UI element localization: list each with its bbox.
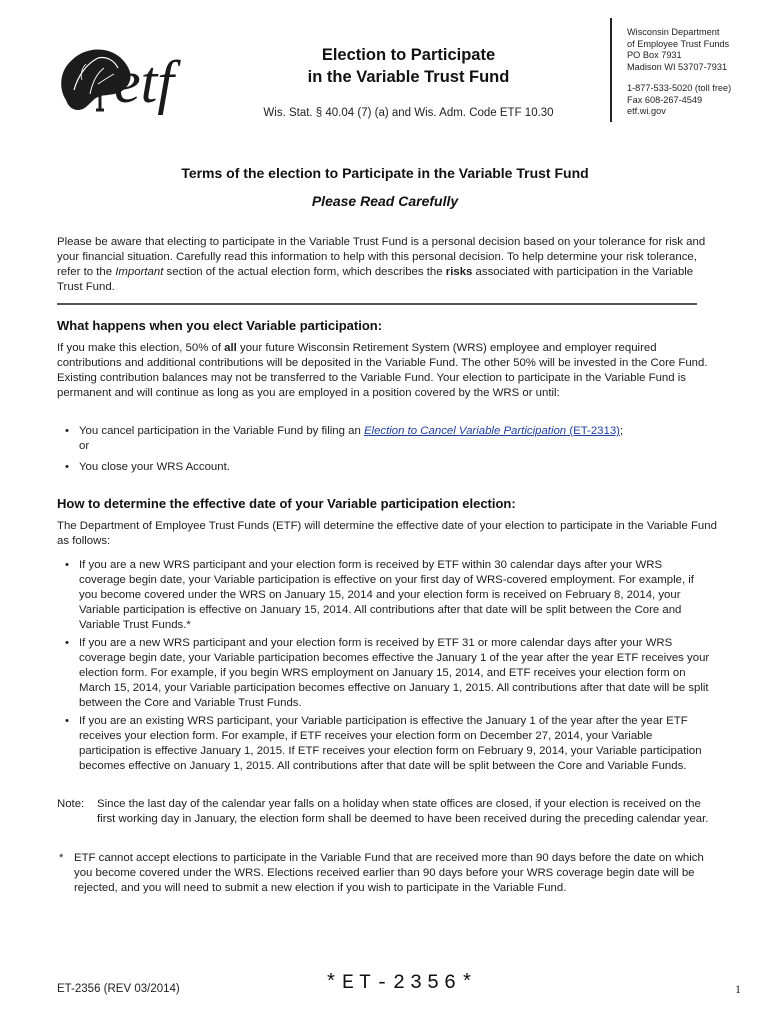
- title-block: [236, 44, 581, 119]
- list-item: [57, 424, 712, 454]
- address-line-1: Wisconsin Department: [627, 27, 720, 37]
- list-item: [57, 460, 712, 475]
- bullet-1-semicolon: ;: [619, 425, 624, 437]
- footnote-asterisk: *: [59, 852, 64, 864]
- address-line-3: PO Box 7931: [627, 50, 682, 60]
- bullet-1-or: or: [79, 440, 90, 452]
- intro-text-3: associated with participation in the Variable Trust Fund.: [57, 266, 694, 293]
- footnote-text: ETF cannot accept elections to participate in the Variable Fund that are received more than 90 days before the date on which you become covered under the WRS. Elections received earlier than 90 days before your WRS coverage begin date will be rejected, and you will need to submit a new election if you wish to participate in the Variable Fund.: [74, 852, 704, 894]
- list-item: [57, 636, 712, 711]
- cancel-election-link[interactable]: Election to Cancel Variable Participation: [363, 425, 567, 437]
- address-web: etf.wi.gov: [627, 106, 666, 116]
- address-line-2: of Employee Trust Funds: [627, 38, 730, 49]
- intro-important: Important: [115, 266, 164, 278]
- title-line-1: Election to Participate: [321, 46, 496, 64]
- statute-reference: Wis. Stat. § 40.04 (7) (a) and Wis. Adm. Code ETF 10.30: [263, 107, 554, 119]
- section-2-heading: How to determine the effective date of your Variable participation election:: [57, 496, 516, 511]
- section-1-paragraph: [57, 341, 719, 401]
- bullet-glyph: •: [65, 637, 69, 649]
- bullet-1-text: You cancel participation in the Variable Fund by filing an: [79, 425, 364, 437]
- bullet-glyph: •: [65, 559, 69, 571]
- intro-text-2: section of the actual election form, which describes the: [163, 266, 446, 278]
- etf-logo: [56, 40, 201, 125]
- page-number: 1: [735, 982, 741, 996]
- address-fax: Fax 608-267-4549: [627, 94, 703, 105]
- intro-paragraph: [57, 235, 719, 295]
- section-2-paragraph: The Department of Employee Trust Funds (ETF) will determine the effective date of your election to participate in the Variable Fund as follows:: [57, 520, 717, 547]
- effective-date-rule-2: If you are a new WRS participant and your election form is received by ETF 31 or more calendar days after your WRS coverage begin date, your Variable participation becomes effective the January 1 of the year after the year ETF receives your election form. For example, if you begin WRS employment on January 15, 2014, and ETF receives your election form on March 15, 2014, your Variable participation becomes effective on January 1, 2015. All contributions after that date will be split between the Core and Variable Trust Funds.: [79, 637, 710, 709]
- section-1-bullets: [57, 424, 712, 481]
- section-1-heading: What happens when you elect Variable participation:: [57, 318, 383, 333]
- address-line-4: Madison WI 53707-7931: [627, 61, 728, 72]
- effective-date-rule-3: If you are an existing WRS participant, your Variable participation is effective the January 1 of the year after the year ETF receives your election form. For example, if ETF receives your election form on December 27, 2014, your Variable participation is effective January 1, 2015. If ETF receives your election form on February 9, 2014, your Variable participation becomes effective on January 1, 2015. All contributions after that date will be split between the Core and Variable Funds.: [79, 715, 702, 772]
- list-item: [57, 714, 712, 774]
- intro-risks: risks: [445, 266, 473, 278]
- read-carefully-subtitle: Please Read Carefully: [311, 193, 459, 209]
- note-text: Since the last day of the calendar year falls on a holiday when state offices are closed, if your election is received on the first working day in January, the election form shall be deemed to have been received during the preceding calendar year.: [97, 798, 709, 825]
- intro-text-1: Please be aware that electing to participate in the Variable Trust Fund is a personal decision based on your tolerance for risk and your financial situation. Carefully read this information to help with this personal decision. To help determine your risk tolerance, refer to the: [57, 236, 706, 278]
- address-gap: [627, 73, 731, 83]
- address-phone: 1-877-533-5020 (toll free): [627, 83, 732, 93]
- logo-text: etf: [114, 49, 174, 115]
- bullet-2-text: You close your WRS Account.: [79, 461, 230, 473]
- header-divider: [610, 18, 612, 122]
- bullet-glyph: •: [65, 425, 69, 437]
- title-line-2: in the Variable Trust Fund: [307, 68, 510, 86]
- section-2-bullets: [57, 558, 712, 777]
- terms-title: Terms of the election to Participate in the Variable Trust Fund: [181, 165, 589, 181]
- cancel-form-code-link[interactable]: (ET-2313): [566, 425, 620, 437]
- footnote-block: [57, 851, 719, 896]
- section-1-text-2: your future Wisconsin Retirement System (WRS) employee and employer required contributions and additional contributions will be deposited in the Variable Fund. The other 50% will be invested in the Core Fund. Existing contribution balances may not be transferred to the Variable Fund. Your election to participate in the Variable Fund is permanent and will continue as long as you are employed in a position covered by the WRS or until:: [57, 342, 708, 399]
- section-1-all: all: [224, 342, 237, 354]
- effective-date-rule-1: If you are a new WRS participant and your election form is received by ETF within 30 calendar days after your WRS coverage begin date, your Variable participation is effective on your first day of WRS-covered employment. For example, if you become covered under the WRS on January 15, 2014 and your election form is received on February 8, 2014, your Variable participation is effective on January 15, 2014. All contributions after that date will be split between the Core and Variable Trust Funds.*: [79, 559, 694, 631]
- barcode-text: *ET-2356*: [325, 972, 479, 995]
- note-block: [57, 797, 717, 827]
- bullet-glyph: •: [65, 715, 69, 727]
- section-divider: [57, 303, 697, 305]
- bullet-glyph: •: [65, 461, 69, 473]
- form-id: ET-2356 (REV 03/2014): [57, 983, 180, 995]
- note-label: Note:: [57, 798, 85, 810]
- agency-address: [627, 27, 731, 118]
- list-item: [57, 558, 712, 633]
- section-1-text-1: If you make this election, 50% of: [57, 342, 225, 354]
